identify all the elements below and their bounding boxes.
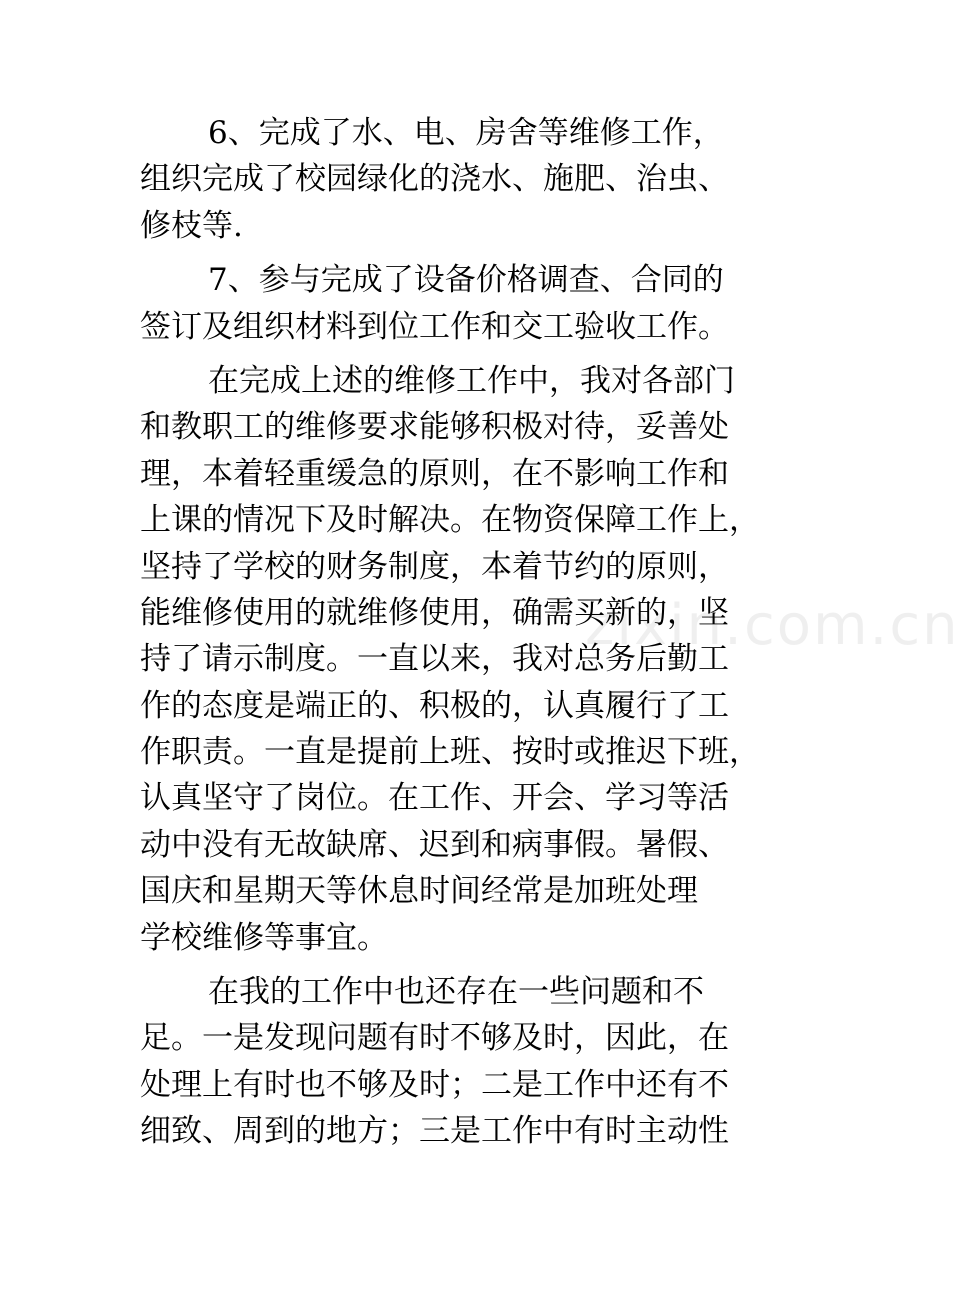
- text-line: 能维修使用的就维修使用，确需买新的，坚: [140, 594, 729, 631]
- text-line: 作的态度是端正的、积极的，认真履行了工: [140, 687, 729, 724]
- text-line: 修枝等.: [140, 207, 243, 244]
- paragraph: [140, 969, 810, 1155]
- paragraph: [140, 358, 810, 961]
- text-line: 细致、周到的地方；三是工作中有时主动性: [140, 1113, 729, 1150]
- paragraph: [140, 110, 810, 249]
- text-line: 动中没有无故缺席、迟到和病事假。暑假、: [140, 826, 729, 863]
- text-line: 理，本着轻重缓急的原则，在不影响工作和: [140, 455, 729, 492]
- text-line: 足。一是发现问题有时不够及时，因此，在: [140, 1020, 729, 1057]
- text-line: 处理上有时也不够及时；二是工作中还有不: [140, 1066, 729, 1103]
- text-line: 在我的工作中也还存在一些问题和不: [208, 974, 704, 1011]
- text-line: 作职责。一直是提前上班、按时或推迟下班，: [140, 734, 760, 771]
- text-line: 签订及组织材料到位工作和交工验收工作。: [140, 308, 729, 345]
- document-body: [140, 110, 810, 1155]
- text-line: 持了请示制度。一直以来，我对总务后勤工: [140, 641, 729, 678]
- text-line: 坚持了学校的财务制度，本着节约的原则，: [140, 548, 729, 585]
- text-line: 认真坚守了岗位。在工作、开会、学习等活: [140, 780, 729, 817]
- text-line: 6、完成了水、电、房舍等维修工作，: [208, 115, 724, 151]
- watermark: zixin.com.cn: [585, 593, 960, 658]
- paragraph: [140, 257, 810, 350]
- text-line: 学校维修等事宜。: [140, 919, 388, 956]
- text-line: 7、参与完成了设备价格调查、合同的: [208, 262, 724, 299]
- text-line: 和教职工的维修要求能够积极对待，妥善处: [140, 409, 729, 446]
- text-line: 组织完成了校园绿化的浇水、施肥、治虫、: [140, 161, 729, 198]
- text-line: 在完成上述的维修工作中，我对各部门: [208, 362, 735, 399]
- text-line: 国庆和星期天等休息时间经常是加班处理: [140, 873, 698, 910]
- text-line: 上课的情况下及时解决。在物资保障工作上，: [140, 502, 760, 539]
